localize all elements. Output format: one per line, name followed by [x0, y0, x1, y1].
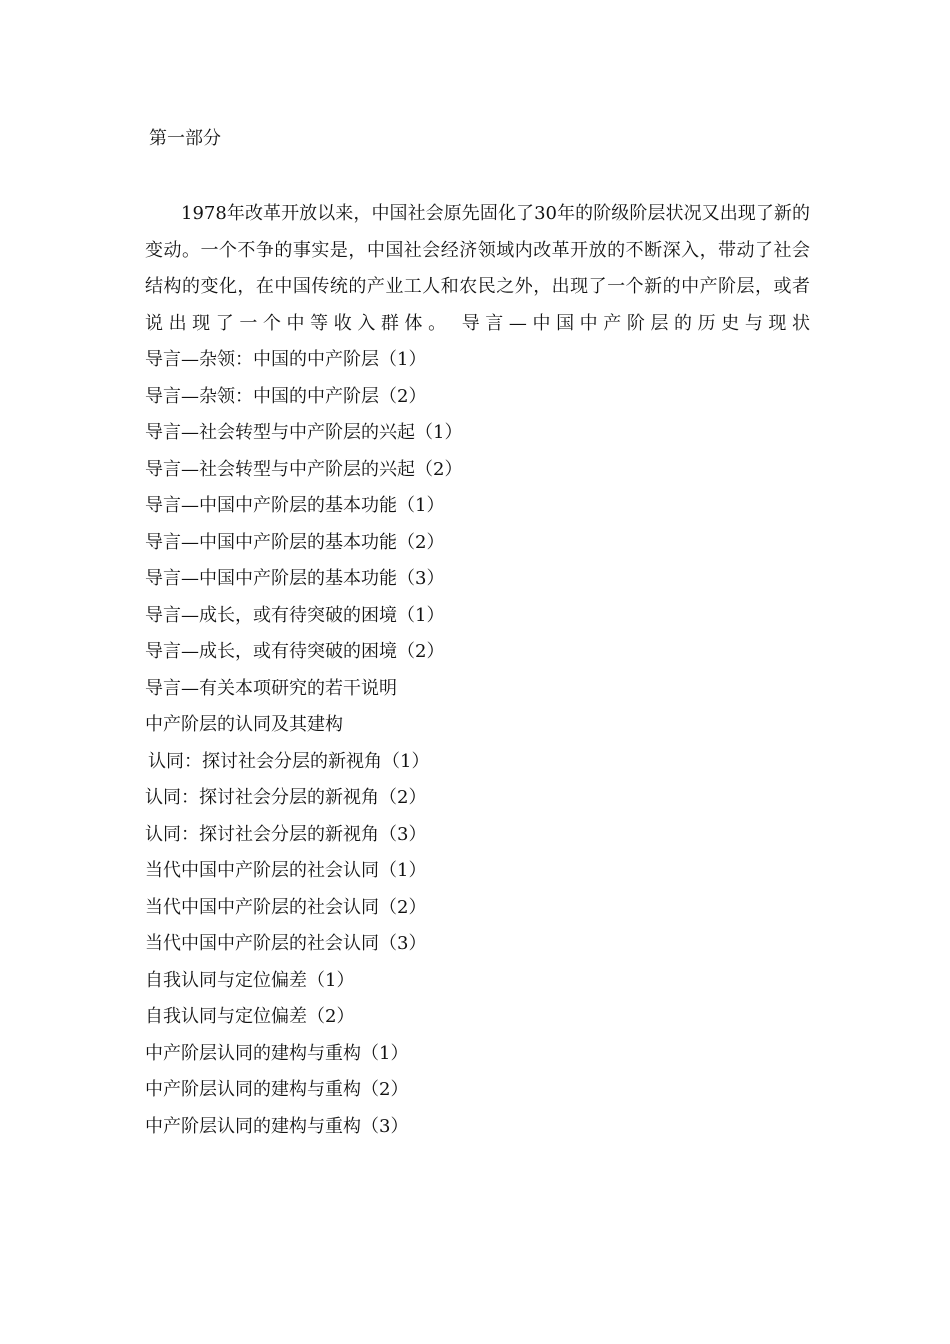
toc-item: 当代中国中产阶层的社会认同（2） — [145, 896, 427, 918]
toc-item: 导言—有关本项研究的若干说明 — [145, 677, 397, 699]
intro-tail-title: 导言—中国中产阶层的历史与现状 — [461, 312, 810, 334]
toc-item: 中产阶层认同的建构与重构（2） — [145, 1079, 409, 1100]
intro-paragraph — [145, 196, 810, 342]
intro-text: 1978年改革开放以来，中国社会原先固化了30年的阶级阶层状况又出现了新的变动。一个不争的事实是，中国社会经济领域内改革开放的不断深入，带动了社会结构的变化，在中国传统的产业工人和农民之外，出现了一个新的中产阶层，或者说出现了一个中等收入群体。 — [145, 203, 810, 334]
toc-item: 当代中国中产阶层的社会认同（3） — [145, 933, 427, 954]
toc-item: 认同：探讨社会分层的新视角（2） — [145, 787, 427, 808]
toc-item: 导言—成长，或有待突破的困境（1） — [145, 604, 445, 626]
toc-item: 中产阶层的认同及其建构 — [145, 714, 343, 735]
toc-item: 导言—中国中产阶层的基本功能（2） — [145, 531, 445, 553]
table-of-contents — [145, 342, 810, 1145]
toc-item: 认同：探讨社会分层的新视角（1） — [148, 750, 430, 772]
toc-item: 自我认同与定位偏差（1） — [145, 969, 355, 991]
toc-item: 导言—中国中产阶层的基本功能（3） — [145, 568, 445, 589]
toc-item: 自我认同与定位偏差（2） — [145, 1006, 355, 1027]
toc-item: 导言—中国中产阶层的基本功能（1） — [145, 495, 445, 516]
toc-item: 中产阶层认同的建构与重构（3） — [145, 1115, 409, 1137]
toc-item: 导言—成长，或有待突破的困境（2） — [145, 641, 445, 662]
section-heading: 第一部分 — [149, 128, 221, 149]
toc-item: 导言—社会转型与中产阶层的兴起（1） — [145, 422, 463, 443]
toc-item: 认同：探讨社会分层的新视角（3） — [145, 823, 427, 845]
toc-item: 导言—杂领：中国的中产阶层（1） — [145, 349, 427, 370]
toc-item: 当代中国中产阶层的社会认同（1） — [145, 860, 427, 881]
toc-item: 中产阶层认同的建构与重构（1） — [145, 1042, 409, 1064]
toc-item: 导言—社会转型与中产阶层的兴起（2） — [145, 458, 463, 480]
toc-item: 导言—杂领：中国的中产阶层（2） — [145, 385, 427, 407]
